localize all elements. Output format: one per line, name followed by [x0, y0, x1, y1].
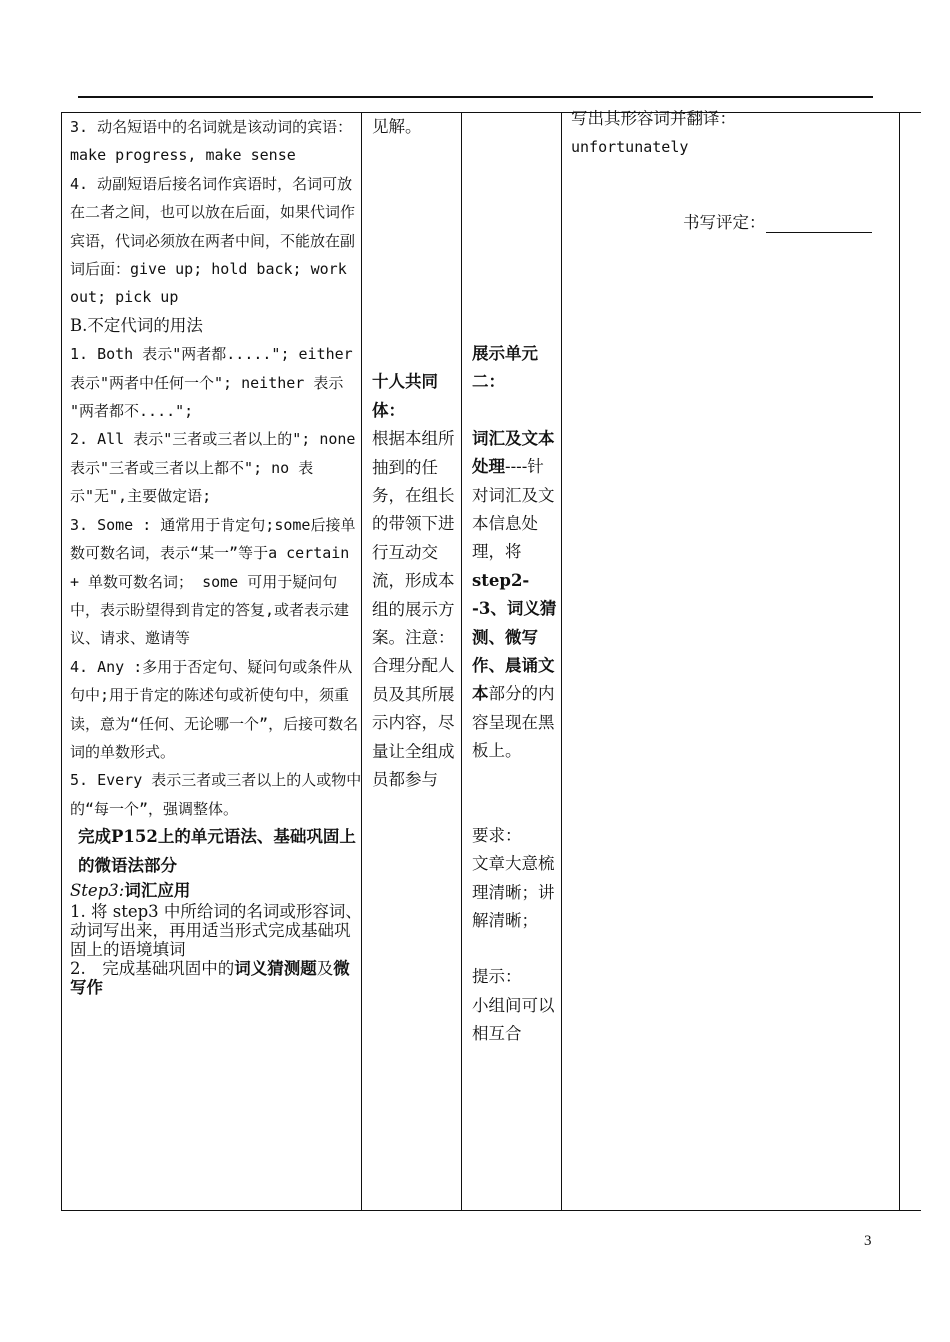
- col2-heading: 十人共同体：: [372, 372, 438, 420]
- col3-req-label: 要求：: [472, 825, 522, 845]
- grammar-notes-cell: [70, 113, 362, 997]
- page-number: 3: [864, 1233, 872, 1249]
- col3-heading: 展示单元二：: [472, 344, 538, 392]
- item2-prefix: 2. 完成基础巩固中的: [70, 958, 235, 978]
- note-3: 3. 动名短语中的名词就是该动词的宾语：make progress, make sense: [70, 118, 353, 165]
- pronoun-note-1: 1. Both 表示"两者都....."; either 表示"两者中任何一个"; neither 表示 "两者都不....";: [70, 345, 353, 421]
- group-activity-cell: [372, 113, 458, 795]
- step3-title: 词汇应用: [124, 880, 191, 900]
- col4-line1: 写出其形容词并翻译：: [571, 109, 736, 128]
- exercise-cell: [571, 105, 901, 162]
- step3-heading: [70, 880, 362, 902]
- pronoun-note-5: 5. Every 表示三者或三者以上的人或物中的“每一个”，强调整体。: [70, 771, 362, 818]
- col2-top: 见解。: [372, 117, 422, 136]
- column-divider-4: [899, 113, 900, 1210]
- item2-guess: 词义猜测题: [234, 958, 317, 978]
- rating-blank[interactable]: [766, 214, 872, 233]
- col3-sub-rest: ----针对词汇及文本信息处理，将: [472, 457, 555, 562]
- step3-item-1: 1. 将 step3 中所给词的名词或形容词、动词写出来，再用适当形式完成基础巩固上的语境填词: [70, 901, 362, 959]
- item2-and: 及: [316, 958, 334, 978]
- pronoun-note-4: 4. Any :多用于否定句、疑问句或条件从句中;用于肯定的陈述句或祈使句中，须重读，意为“任何、无论哪一个”，后接可数名词的单数形式。: [70, 657, 359, 761]
- header-rule: [78, 96, 873, 98]
- pronoun-note-3: 3. Some : 通常用于肯定句;some后接单数可数名词，表示“某一”等于a certain + 单数可数名词； some 可用于疑问句中，表示盼望得到肯定的答复,或者表示建议、请求、邀请等: [70, 515, 356, 648]
- col3-step-rest: 部分的内容呈现在黑板上。: [472, 684, 555, 761]
- col3-req-body: 文章大意梳理清晰；讲解清晰；: [472, 854, 555, 930]
- col2-body: 根据本组所抽到的任务，在组长的带领下进行互动交流，形成本组的展示方案。注意：合理分配人员及其所展示内容，尽量让全组成员都参与: [372, 429, 455, 790]
- col3-tip-body: 小组间可以相互合: [472, 995, 555, 1044]
- step3-prefix: Step3:: [70, 880, 125, 900]
- note-4: 4. 动副短语后接名词作宾语时，名词可放在二者之间，也可以放在后面，如果代词作宾语，代词必须放在两者中间，不能放在副词后面：give up; hold back; work out; pick up: [70, 174, 356, 307]
- writing-rating: [683, 209, 872, 233]
- column-divider-3: [561, 113, 562, 1210]
- rating-label: 书写评定：: [683, 213, 766, 232]
- column-divider-2: [461, 113, 462, 1210]
- pronoun-note-2: 2. All 表示"三者或三者以上的"; none 表示"三者或三者以上都不"; no 表示"无",主要做定语;: [70, 430, 356, 506]
- col3-sub-heading: 词汇及文本处理: [472, 428, 555, 477]
- section-b-title: B.不定代词的用法: [70, 315, 203, 335]
- grammar-task: 完成P152上的单元语法、基础巩固上的微语法部分: [78, 827, 356, 875]
- item2-writing: 微写作: [70, 958, 350, 997]
- col3-step-bold: step2--3、词义猜测、微写作、晨诵文本: [472, 570, 557, 704]
- lesson-table: [61, 109, 921, 1211]
- table-left-border: [61, 113, 62, 1210]
- col3-sub: [472, 425, 558, 766]
- col3-tip-label: 提示：: [472, 967, 522, 987]
- display-unit-cell: [472, 113, 558, 1049]
- step3-item-2: [70, 959, 362, 997]
- col4-line2: unfortunately: [571, 138, 689, 157]
